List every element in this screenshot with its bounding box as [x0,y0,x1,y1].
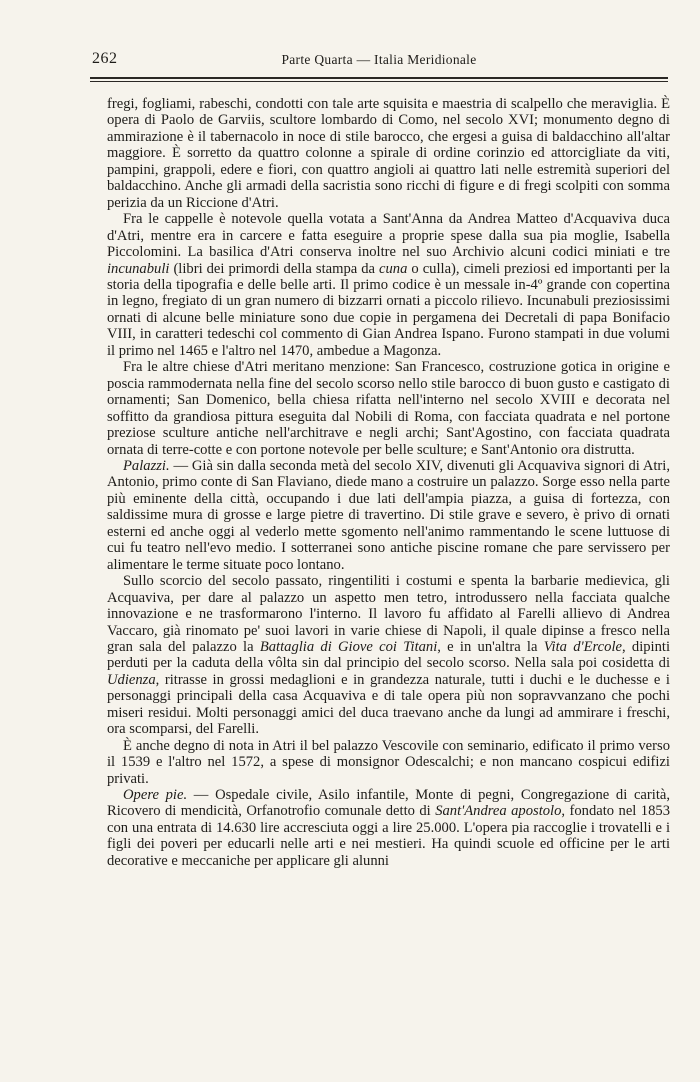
term-santandrea: Sant'Andrea apostolo [435,803,562,820]
paragraph-5-text-d: , ritrasse in grossi medaglioni e in grandezza naturale, tutti i duchi e le duchesse e i personaggi principali della casa Acquaviva e di tale opera più non sopravvanzano che pochi miseri residui. Molti personaggi amici del duca traevano anche da lungi ad ammirare i freschi, ora scomparsi, del Farelli. [107,671,670,738]
header-rule-thin [90,81,668,82]
paragraph-4 [107,458,670,573]
body-text [107,96,670,869]
term-incunabuli: incunabuli [107,260,170,277]
running-title: Parte Quarta — Italia Meridionale [281,52,477,67]
paragraph-3 [107,359,670,458]
page-header [90,46,668,72]
paragraph-3-text: Fra le altre chiese d'Atri meritano menzione: San Francesco, costruzione gotica in origine e poscia rammodernata nella fine del secolo scorso nello stile barocco di buon gusto e castigato di ornamenti; San Domenico, bella chiesa rifatta nell'interno nel secolo XVIII e decorata nel soffitto da grandiosa pittura eseguita dal Nobili di Roma, con facciata quadrata e nel portone preziose sculture antiche nell'architrave e negli archi; Sant'Agostino, con facciata quadrata ornata di terre-cotte e con portone notevole per belle sculture; e Sant'Antonio ora distrutta. [107,359,670,458]
paragraph-2-text-a: Fra le cappelle è notevole quella votata a Sant'Anna da Andrea Matteo d'Acquaviva duca d'Atri, mentre era in carcere e fatta eseguire a proprie spese dalla sua pia moglie, Isabella Piccolomini. La basilica d'Atri conserva inoltre nel suo Archivio alcuni codici miniati e tre [107,211,670,261]
term-udienza: Udienza [107,671,156,688]
paragraph-5-text-c: , dipinti perduti per la caduta della vôlta sin dal principio del secolo scorso. Nella sala poi cosidetta di [107,638,671,672]
page-number: 262 [92,50,118,67]
paragraph-2 [107,211,670,359]
paragraph-1 [107,96,670,211]
paragraph-5 [107,573,670,738]
paragraph-7 [107,787,670,869]
paragraph-4-text: — Già sin dalla seconda metà del secolo XIV, divenuti gli Acquaviva signori di Atri, Antonio, primo conte di San Flaviano, diede mano a costruire un palazzo. Sorge esso nella parte più eminente della città, occupando i due lati dell'ampia piazza, a guisa di fortezza, con saldissime mura di grosse e large pietre di travertino. Di stile grave e severo, è privo di ornati esterni ed anche oggi al vederlo mette sgomento nell'animo rammentando le scene luttuose di cui fu teatro nell'evo medio. I sotterranei sono antiche piscine romane che pare servissero per alimentare le terme situate poco lontano. [107,457,670,573]
paragraph-7-text-b: , fondato nel 1853 con una entrata di 14.630 lire accresciuta oggi a lire 25.000. L'opera pia raccoglie i trovatelli e i figli dei poveri per educarli nelle arti e nei mestieri. Ha quindi scuole ed officine per le arti decorative e meccaniche per applicare gli alunni [107,803,670,869]
paragraph-6-text: È anche degno di nota in Atri il bel palazzo Vescovile con seminario, edificato il primo verso il 1539 e l'altro nel 1572, a spese di monsignor Odescalchi; e non mancano cospicui edifizi privati. [107,737,670,787]
paragraph-6 [107,738,670,787]
term-cuna: cuna [379,260,408,277]
paragraph-5-text-b: , e in un'altra la [437,638,544,655]
paragraph-2-text-c: o culla), cimeli preziosi ed importanti per la storia della tipografia e delle belle arti. Il primo codice è un messale in-4º grande con copertina in legno, fregiato di un gran numero di bizzarri ornati a piccolo rilievo. Incunabuli preziosissimi ornati di alcune belle miniature sono due copie in pergamena dei Decretali di papa Bonifacio VIII, in caratteri tedeschi col commento di Gian Andrea Ispano. Furono stampati in due volumi il primo nel 1465 e l'altro nel 1470, ambedue a Magonza. [107,260,670,359]
section-label-palazzi: Palazzi. [123,457,170,474]
paragraph-2-text-b: (libri dei primordi della stampa da [169,260,380,277]
title-vita-ercole: Vita d'Ercole [543,638,622,655]
title-battaglia: Battaglia di Giove coi Titani [259,638,438,655]
paragraph-7-text-a: — Ospedale civile, Asilo infantile, Monte di pegni, Congregazione di carità, Ricovero di mendicità, Orfanotrofio comunale detto di [107,787,671,820]
paragraph-1-text: fregi, fogliami, rabeschi, condotti con tale arte squisita e maestria di scalpello che meraviglia. È opera di Paolo de Garviis, scultore lombardo di Como, nel secolo XVI; monumento degno di ammirazione è il tabernacolo in noce di stile barocco, che ergesi a guisa di baldacchino all'altar maggiore. È sorretto da quattro colonne a spirale di ordine corinzio ed attorcigliate da viti, pampini, grappoli, edere e fiori, con quattro angioli ai quattro lati nelle estremità superiori del baldacchino. Anche gli armadi della sacristia sono ricchi di figure e di fregi scolpiti con somma perizia da un Riccione d'Atri. [107,96,670,211]
section-label-opere-pie: Opere pie. [123,787,188,804]
header-rule-thick [90,77,668,79]
paragraph-5-text-a: Sullo scorcio del secolo passato, ringentiliti i costumi e spenta la barbarie medievica, gli Acquaviva, per dare al palazzo un aspetto men tetro, introdussero nella facciata qualche innovazione e ne trasformarono l'interno. Il lavoro fu affidato al Farelli allievo di Andrea Vaccaro, già rinomato pe' suoi lavori in varie chiese di Napoli, il quale dipinse a fresco nella gran sala del palazzo la [107,573,670,655]
